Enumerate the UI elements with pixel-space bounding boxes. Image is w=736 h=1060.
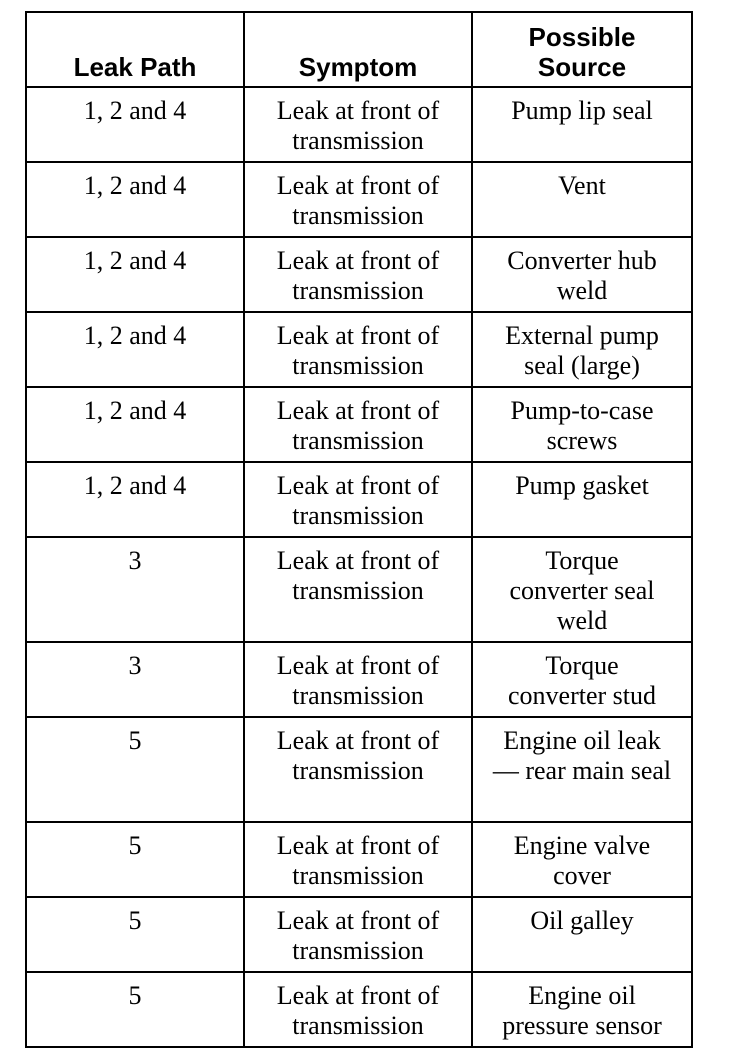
possible-source-cell: Pump gasket: [472, 462, 692, 537]
table-row: [26, 237, 692, 312]
table-row: [26, 972, 692, 1047]
symptom-text: Leak at front of transmission: [276, 546, 440, 605]
leak-diagnosis-table: [25, 11, 693, 1048]
table-row: [26, 642, 692, 717]
table-header-row: [26, 12, 692, 87]
symptom-text: Leak at front of transmission: [276, 726, 440, 785]
symptom-cell: [244, 87, 472, 162]
possible-source-cell: Pump lip seal: [472, 87, 692, 162]
symptom-cell: [244, 387, 472, 462]
symptom-text: Leak at front of transmission: [276, 471, 440, 530]
symptom-text: Leak at front of transmission: [276, 981, 440, 1040]
possible-source-cell: [472, 822, 692, 897]
symptom-text: Leak at front of transmission: [276, 96, 440, 155]
table-row: [26, 537, 692, 642]
symptom-cell: [244, 897, 472, 972]
possible-source-cell: [472, 387, 692, 462]
table-row: [26, 462, 692, 537]
possible-source-cell: [472, 642, 692, 717]
symptom-cell: [244, 537, 472, 642]
possible-source-text: Torque converter stud: [507, 651, 656, 710]
table-row: [26, 822, 692, 897]
leak-path-cell: 1, 2 and 4: [26, 312, 244, 387]
leak-path-cell: 5: [26, 822, 244, 897]
table-row: [26, 897, 692, 972]
leak-path-cell: 3: [26, 642, 244, 717]
possible-source-text: Converter hub weld: [507, 246, 657, 305]
leak-path-cell: 1, 2 and 4: [26, 87, 244, 162]
possible-source-cell: [472, 237, 692, 312]
table-row: [26, 387, 692, 462]
header-leak-path: Leak Path: [26, 12, 244, 87]
possible-source-text: Torque converter seal weld: [509, 546, 655, 635]
leak-path-cell: 1, 2 and 4: [26, 387, 244, 462]
possible-source-cell: [472, 537, 692, 642]
symptom-cell: [244, 237, 472, 312]
symptom-text: Leak at front of transmission: [276, 651, 440, 710]
symptom-cell: [244, 312, 472, 387]
symptom-text: Leak at front of transmission: [276, 906, 440, 965]
header-possible-source-label: Possible Source: [528, 22, 636, 82]
symptom-cell: [244, 162, 472, 237]
header-possible-source: [472, 12, 692, 87]
symptom-text: Leak at front of transmission: [276, 831, 440, 890]
possible-source-cell: [472, 312, 692, 387]
possible-source-text: Engine oil leak — rear main seal: [492, 726, 672, 785]
symptom-cell: [244, 822, 472, 897]
symptom-text: Leak at front of transmission: [276, 321, 440, 380]
leak-path-cell: 5: [26, 897, 244, 972]
leak-path-cell: 3: [26, 537, 244, 642]
symptom-text: Leak at front of transmission: [276, 246, 440, 305]
table-row: [26, 717, 692, 822]
possible-source-text: Engine oil pressure sensor: [502, 981, 662, 1040]
table-row: [26, 87, 692, 162]
leak-path-cell: 5: [26, 972, 244, 1047]
symptom-text: Leak at front of transmission: [276, 171, 440, 230]
leak-path-cell: 1, 2 and 4: [26, 162, 244, 237]
leak-path-cell: 1, 2 and 4: [26, 462, 244, 537]
table-row: [26, 162, 692, 237]
table-row: [26, 312, 692, 387]
symptom-text: Leak at front of transmission: [276, 396, 440, 455]
possible-source-cell: Oil galley: [472, 897, 692, 972]
symptom-cell: [244, 717, 472, 822]
possible-source-cell: [472, 717, 692, 822]
symptom-cell: [244, 462, 472, 537]
possible-source-text: Engine valve cover: [513, 831, 651, 890]
possible-source-text: External pump seal (large): [505, 321, 659, 380]
possible-source-text: Pump-to-case screws: [510, 396, 654, 455]
leak-path-cell: 1, 2 and 4: [26, 237, 244, 312]
symptom-cell: [244, 642, 472, 717]
possible-source-cell: Vent: [472, 162, 692, 237]
possible-source-cell: [472, 972, 692, 1047]
symptom-cell: [244, 972, 472, 1047]
header-symptom: Symptom: [244, 12, 472, 87]
leak-path-cell: 5: [26, 717, 244, 822]
